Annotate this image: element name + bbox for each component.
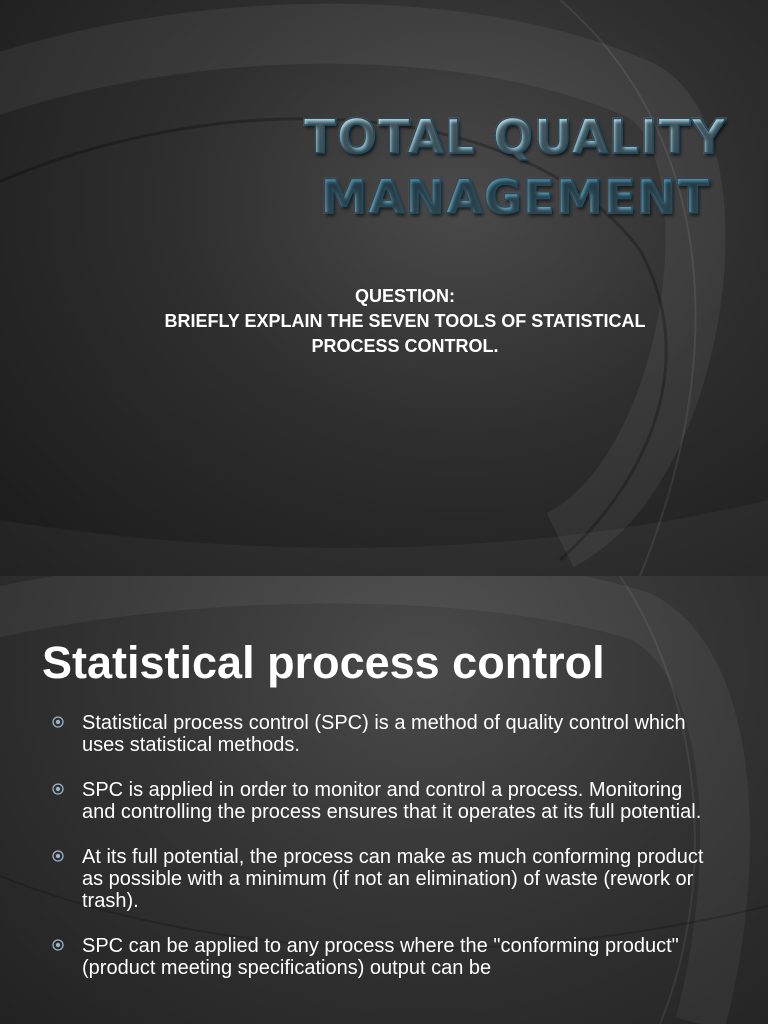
circle-bullet-icon [52, 783, 64, 795]
slide-heading: Statistical process control [42, 637, 605, 688]
question-label: QUESTION: [354, 286, 455, 306]
bullet-text: At its full potential, the process can make as much conforming product as possible with a minimum (if not an elimination) of waste (rework or trash). [82, 846, 704, 912]
content-slide [0, 576, 768, 1024]
list-item [48, 779, 708, 823]
question-text-line-1: BRIEFLY EXPLAIN THE SEVEN TOOLS OF STATISTICAL [164, 311, 646, 331]
bullet-text: SPC can be applied to any process where the "conforming product" (product meeting specifications) output can be [82, 935, 679, 979]
circle-bullet-icon [52, 716, 64, 728]
list-item [48, 846, 708, 912]
circle-bullet-icon [52, 939, 64, 951]
list-item [48, 712, 708, 756]
list-item [48, 935, 708, 979]
bullet-text: SPC is applied in order to monitor and control a process. Monitoring and controlling the process ensures that it operates at its full potential. [82, 779, 702, 823]
question-block [100, 284, 710, 359]
bullet-text: Statistical process control (SPC) is a method of quality control which uses statistical methods. [82, 712, 686, 756]
bullet-list [48, 712, 708, 1002]
presentation-title [230, 108, 768, 228]
title-line-1: TOTAL QUALITY [303, 110, 727, 165]
question-text-line-2: PROCESS CONTROL. [311, 336, 499, 356]
title-line-2: MANAGEMENT [320, 170, 710, 225]
circle-bullet-icon [52, 850, 64, 862]
